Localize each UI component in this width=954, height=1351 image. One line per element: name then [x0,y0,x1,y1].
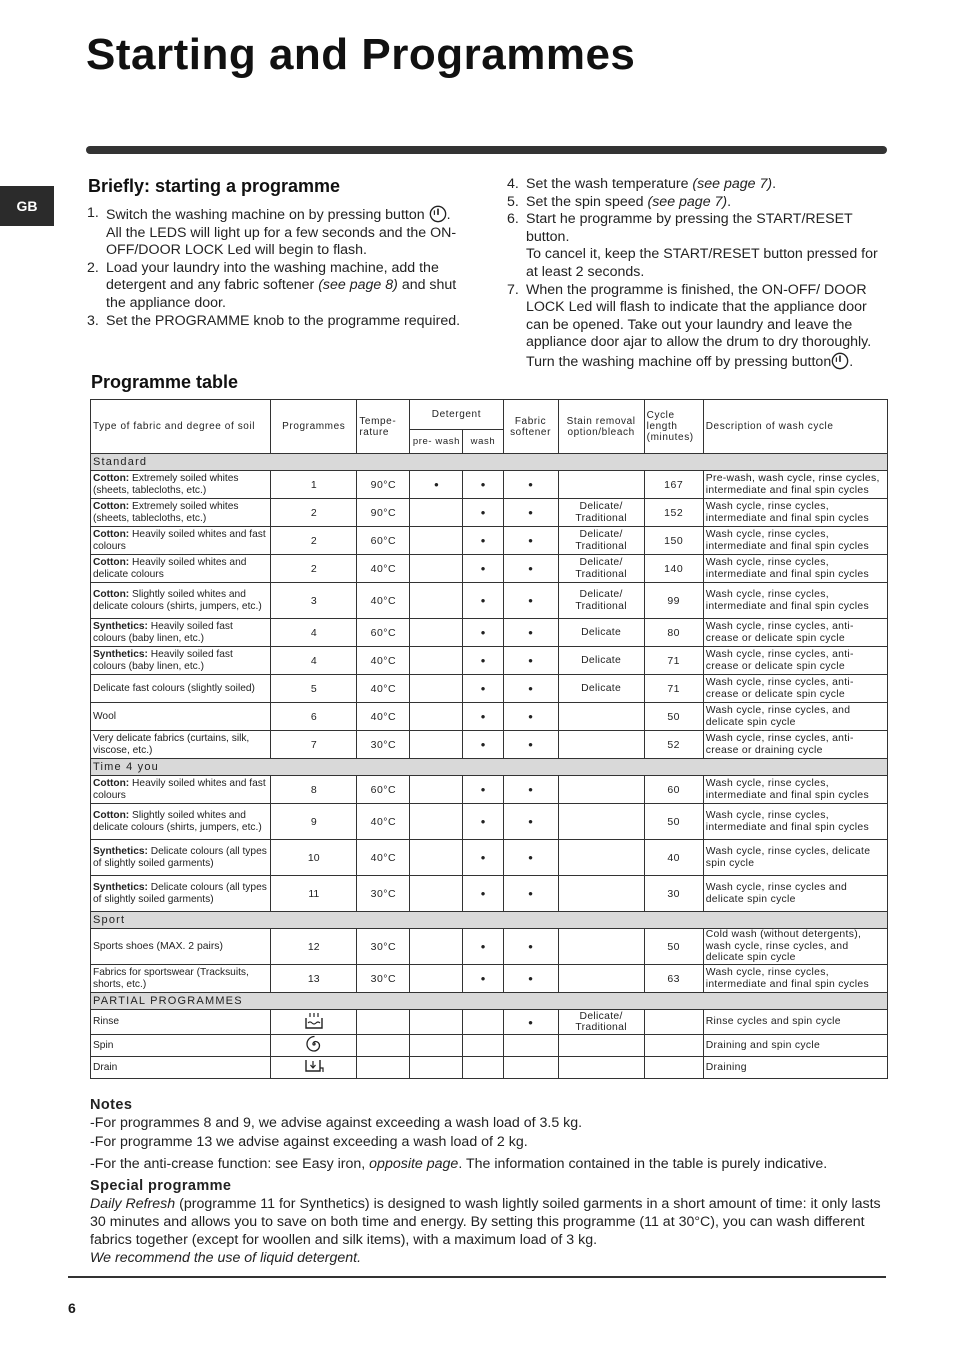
temperature-cell: 40°C [357,555,410,583]
col-header-description: Description of wash cycle [703,400,887,454]
cycle-length-cell: 30 [644,876,703,912]
stain-removal-cell [558,876,644,912]
section-row [91,759,888,776]
cycle-length-cell: 60 [644,776,703,804]
softener-cell [503,1057,558,1079]
table-row [91,703,888,731]
softener-cell: • [503,499,558,527]
cycle-length-cell: 99 [644,583,703,619]
stain-removal-cell: Delicate/ Traditional [558,499,644,527]
table-row [91,731,888,759]
step-4: 4. Set the wash temperature (see page 7). [507,176,777,192]
stain-removal-cell [558,1057,644,1079]
drain-icon [271,1057,357,1079]
fabric-category: Cotton: [93,529,130,540]
fabric-category: Cotton: [93,589,130,600]
temperature-cell [357,1010,410,1035]
softener-cell: • [503,1010,558,1035]
temperature-cell [357,1035,410,1057]
col-header-softener: Fabric softener [503,400,558,454]
cycle-length-cell: 71 [644,675,703,703]
temperature-cell: 40°C [357,675,410,703]
softener-cell: • [503,776,558,804]
softener-cell [503,1035,558,1057]
softener-cell: • [503,647,558,675]
softener-cell: • [503,876,558,912]
table-row [91,1057,888,1079]
step-5: 5. Set the spin speed (see page 7). [507,193,732,210]
fabric-type-cell [91,555,271,583]
power-icon [831,352,849,370]
power-icon [429,205,447,223]
wash-cell [463,1035,503,1057]
programme-number: 5 [271,675,357,703]
wash-cell: • [463,471,503,499]
programme-number: 6 [271,703,357,731]
table-row [91,1010,888,1035]
programme-number: 2 [271,555,357,583]
briefly-heading: Briefly: starting a programme [88,176,341,196]
description-cell: Wash cycle, rinse cycles, anti-crease or draining cycle [703,731,887,759]
cycle-length-cell: 63 [644,965,703,993]
softener-cell: • [503,840,558,876]
fabric-type-cell [91,1057,271,1079]
temperature-cell: 40°C [357,703,410,731]
fabric-type-cell [91,675,271,703]
fabric-category: Cotton: [93,473,130,484]
programme-number: 12 [271,929,357,965]
special-recommendation: We recommend the use of liquid detergent. [90,1250,362,1266]
fabric-type-cell [91,527,271,555]
table-row [91,876,888,912]
table-row [91,527,888,555]
table-row [91,804,888,840]
stain-removal-cell [558,929,644,965]
programme-number: 2 [271,527,357,555]
prewash-cell [410,1010,463,1035]
softener-cell: • [503,619,558,647]
fabric-type-cell [91,776,271,804]
programme-number: 4 [271,647,357,675]
fabric-type-cell [91,804,271,840]
step-2: 2. Load your laundry into the washing machine, add the detergent and any fabric softener (see page 8) and shut the appliance door. [87,259,457,311]
fabric-description: Heavily soiled whites and delicate colours [93,557,247,580]
stain-removal-cell [558,471,644,499]
table-row [91,499,888,527]
table-row [91,471,888,499]
prewash-cell [410,776,463,804]
programme-number: 7 [271,731,357,759]
prewash-cell [410,929,463,965]
temperature-cell: 30°C [357,929,410,965]
cycle-length-cell [644,1057,703,1079]
prewash-cell [410,499,463,527]
page-number: 6 [68,1300,76,1316]
cycle-length-cell: 167 [644,471,703,499]
temperature-cell: 60°C [357,619,410,647]
softener-cell: • [503,929,558,965]
cycle-length-cell [644,1035,703,1057]
wash-cell [463,1010,503,1035]
prewash-cell [410,619,463,647]
fabric-category: Cotton: [93,778,130,789]
programme-table-heading: Programme table [91,372,239,392]
fabric-type-cell [91,1035,271,1057]
cycle-length-cell: 50 [644,804,703,840]
wash-cell: • [463,876,503,912]
fabric-type-cell [91,619,271,647]
stain-removal-cell [558,840,644,876]
softener-cell: • [503,527,558,555]
temperature-cell [357,1057,410,1079]
prewash-cell [410,731,463,759]
softener-cell: • [503,583,558,619]
table-row [91,647,888,675]
fabric-category: Synthetics: [93,882,148,893]
programme-number: 4 [271,619,357,647]
stain-removal-cell: Delicate [558,675,644,703]
fabric-description: Slightly soiled whites and delicate colours (shirts, jumpers, etc.) [93,589,262,612]
fabric-description: Delicate colours (all types of slightly soiled garments) [93,846,267,869]
programme-number: 3 [271,583,357,619]
fabric-type-cell [91,840,271,876]
title-rule [86,146,887,154]
section-row [91,454,888,471]
fabric-category: Cotton: [93,501,130,512]
fabric-category: Synthetics: [93,649,148,660]
fabric-description: Delicate fast colours (slightly soiled) [93,682,255,694]
description-cell: Wash cycle, rinse cycles, anti-crease or delicate spin cycle [703,675,887,703]
table-row [91,619,888,647]
note-2: -For programme 13 we advise against exceeding a wash load of 2 kg. [90,1134,528,1150]
prewash-cell [410,583,463,619]
col-header-type: Type of fabric and degree of soil [91,400,271,454]
fabric-description: Spin [93,1039,114,1051]
cycle-length-cell: 71 [644,647,703,675]
softener-cell: • [503,965,558,993]
stain-removal-cell: Delicate/ Traditional [558,555,644,583]
table-row [91,1035,888,1057]
programme-table [90,399,888,1079]
language-tab: GB [0,186,54,226]
col-header-prewash: pre- wash [410,430,463,454]
fabric-description: Delicate colours (all types of slightly soiled garments) [93,882,267,905]
special-text: Daily Refresh (programme 11 for Synthetics) is designed to wash lightly soiled garments in a short amount of time: it only lasts 30 minutes and allows you to save on both time and energy. By setting this programme (11 at 30°C), you can wash different fabrics together (except for woollen and silk items), with a maximum load of 3 kg. [90,1196,881,1248]
prewash-cell [410,1035,463,1057]
softener-cell: • [503,804,558,840]
description-cell: Wash cycle, rinse cycles, intermediate and final spin cycles [703,583,887,619]
description-cell: Wash cycle, rinse cycles, delicate spin cycle [703,840,887,876]
notes-heading: Notes [90,1097,133,1113]
temperature-cell: 60°C [357,776,410,804]
description-cell: Wash cycle, rinse cycles, anti-crease or delicate spin cycle [703,647,887,675]
notes-section [90,1096,890,1267]
wash-cell: • [463,675,503,703]
note-3: -For the anti-crease function: see Easy iron, opposite page. The information contained in the table is purely indicative. [90,1156,828,1172]
description-cell: Wash cycle, rinse cycles, intermediate and final spin cycles [703,499,887,527]
rinse-icon [271,1010,357,1035]
prewash-cell [410,1057,463,1079]
prewash-cell [410,703,463,731]
programme-number: 8 [271,776,357,804]
stain-removal-cell [558,731,644,759]
stain-removal-cell: Delicate/ Traditional [558,583,644,619]
fabric-description: Fabrics for sportswear (Tracksuits, shorts, etc.) [93,967,249,990]
fabric-type-cell [91,876,271,912]
fabric-description: Slightly soiled whites and delicate colours (shirts, jumpers, etc.) [93,810,262,833]
fabric-description: Heavily soiled fast colours (baby linen, etc.) [93,621,233,644]
wash-cell: • [463,555,503,583]
temperature-cell: 30°C [357,731,410,759]
temperature-cell: 40°C [357,840,410,876]
fabric-description: Wool [93,710,117,722]
fabric-category: Cotton: [93,810,130,821]
table-row [91,776,888,804]
softener-cell: • [503,471,558,499]
section-row [91,912,888,929]
temperature-cell: 40°C [357,583,410,619]
fabric-type-cell [91,583,271,619]
section-row [91,993,888,1010]
note-1: -For programmes 8 and 9, we advise against exceeding a wash load of 3.5 kg. [90,1115,583,1131]
description-cell: Cold wash (without detergents), wash cycle, rinse cycles, and delicate spin cycle [703,929,887,965]
temperature-cell: 40°C [357,804,410,840]
wash-cell: • [463,929,503,965]
temperature-cell: 90°C [357,499,410,527]
fabric-type-cell [91,471,271,499]
col-header-cycle: Cycle length (minutes) [644,400,703,454]
col-header-temperature: Tempe- rature [357,400,410,454]
prewash-cell: • [410,471,463,499]
cycle-length-cell: 80 [644,619,703,647]
prewash-cell [410,555,463,583]
prewash-cell [410,840,463,876]
stain-removal-cell [558,776,644,804]
prewash-cell [410,804,463,840]
section-title: Sport [91,912,888,929]
softener-cell: • [503,675,558,703]
cycle-length-cell [644,1010,703,1035]
step-7: 7. When the programme is finished, the ON-OFF/ DOOR LOCK Led will flash to indicate that the appliance door can be opened. Take out your laundry and leave the appliance door ajar to allow the drum to dry thoroughly. Turn the washing machine off by pressing button . [507,281,872,370]
prewash-cell [410,527,463,555]
stain-removal-cell [558,1035,644,1057]
section-title: Standard [91,454,888,471]
stain-removal-cell: Delicate/ Traditional [558,1010,644,1035]
description-cell: Draining and spin cycle [703,1035,887,1057]
col-header-programmes: Programmes [271,400,357,454]
cycle-length-cell: 140 [644,555,703,583]
programme-number: 11 [271,876,357,912]
table-row [91,675,888,703]
prewash-cell [410,876,463,912]
cycle-length-cell: 40 [644,840,703,876]
fabric-type-cell [91,1010,271,1035]
step-3: 3. Set the PROGRAMME knob to the programme required. [87,312,461,329]
prewash-cell [410,675,463,703]
temperature-cell: 60°C [357,527,410,555]
programme-number: 2 [271,499,357,527]
fabric-description: Extremely soiled whites (sheets, tablecloths, etc.) [93,501,239,524]
fabric-description: Heavily soiled whites and fast colours [93,778,266,801]
fabric-type-cell [91,703,271,731]
programme-number: 10 [271,840,357,876]
cycle-length-cell: 50 [644,929,703,965]
fabric-category: Cotton: [93,557,130,568]
page-title: Starting and Programmes [86,30,636,79]
fabric-type-cell [91,499,271,527]
temperature-cell: 30°C [357,876,410,912]
fabric-category: Synthetics: [93,621,148,632]
stain-removal-cell [558,965,644,993]
cycle-length-cell: 50 [644,703,703,731]
section-title: Time 4 you [91,759,888,776]
description-cell: Wash cycle, rinse cycles and delicate spin cycle [703,876,887,912]
fabric-description: Heavily soiled whites and fast colours [93,529,266,552]
stain-removal-cell: Delicate [558,619,644,647]
description-cell: Wash cycle, rinse cycles, and delicate spin cycle [703,703,887,731]
wash-cell: • [463,619,503,647]
wash-cell: • [463,731,503,759]
programme-table-body [91,454,888,1079]
fabric-description: Very delicate fabrics (curtains, silk, viscose, etc.) [93,733,250,756]
section-title: PARTIAL PROGRAMMES [91,993,888,1010]
step-6: 6. Start he programme by pressing the START/RESET button. To cancel it, keep the START/RESET button pressed for at least 2 seconds. [507,211,878,280]
wash-cell: • [463,804,503,840]
description-cell: Wash cycle, rinse cycles, intermediate and final spin cycles [703,555,887,583]
fabric-type-cell [91,965,271,993]
wash-cell: • [463,965,503,993]
temperature-cell: 30°C [357,965,410,993]
fabric-description: Drain [93,1061,118,1073]
prewash-cell [410,647,463,675]
temperature-cell: 90°C [357,471,410,499]
wash-cell: • [463,583,503,619]
fabric-description: Sports shoes (MAX. 2 pairs) [93,940,223,952]
description-cell: Draining [703,1057,887,1079]
stain-removal-cell: Delicate [558,647,644,675]
wash-cell: • [463,499,503,527]
fabric-category: Synthetics: [93,846,148,857]
description-cell: Wash cycle, rinse cycles, anti-crease or delicate spin cycle [703,619,887,647]
description-cell: Pre-wash, wash cycle, rinse cycles, intermediate and final spin cycles [703,471,887,499]
stain-removal-cell: Delicate/ Traditional [558,527,644,555]
softener-cell: • [503,703,558,731]
prewash-cell [410,965,463,993]
softener-cell: • [503,555,558,583]
spin-icon [271,1035,357,1057]
softener-cell: • [503,731,558,759]
col-header-wash: wash [463,430,503,454]
col-header-stain: Stain removal option/bleach [558,400,644,454]
col-header-detergent: Detergent [410,400,503,430]
fabric-description: Extremely soiled whites (sheets, tablecloths, etc.) [93,473,239,496]
wash-cell [463,1057,503,1079]
wash-cell: • [463,527,503,555]
steps-left [87,205,461,330]
programme-number: 13 [271,965,357,993]
description-cell: Rinse cycles and spin cycle [703,1010,887,1035]
stain-removal-cell [558,804,644,840]
cycle-length-cell: 150 [644,527,703,555]
footer-rule [68,1276,886,1278]
fabric-type-cell [91,929,271,965]
table-row [91,583,888,619]
description-cell: Wash cycle, rinse cycles, intermediate and final spin cycles [703,776,887,804]
programme-number: 1 [271,471,357,499]
fabric-description: Heavily soiled fast colours (baby linen, etc.) [93,649,233,672]
description-cell: Wash cycle, rinse cycles, intermediate and final spin cycles [703,527,887,555]
table-row [91,929,888,965]
stain-removal-cell [558,703,644,731]
cycle-length-cell: 52 [644,731,703,759]
fabric-type-cell [91,647,271,675]
fabric-description: Rinse [93,1016,120,1028]
fabric-type-cell [91,731,271,759]
table-row [91,840,888,876]
table-row [91,555,888,583]
special-heading: Special programme [90,1178,232,1194]
wash-cell: • [463,840,503,876]
steps-right [507,176,883,372]
table-row [91,965,888,993]
wash-cell: • [463,647,503,675]
cycle-length-cell: 152 [644,499,703,527]
description-cell: Wash cycle, rinse cycles, intermediate and final spin cycles [703,965,887,993]
programme-number: 9 [271,804,357,840]
description-cell: Wash cycle, rinse cycles, intermediate and final spin cycles [703,804,887,840]
wash-cell: • [463,776,503,804]
step-1: 1. Switch the washing machine on by pressing button . All the LEDS will light up for a few seconds and the ON-OFF/DOOR LOCK Led will begin to flash. [87,205,457,259]
temperature-cell: 40°C [357,647,410,675]
wash-cell: • [463,703,503,731]
